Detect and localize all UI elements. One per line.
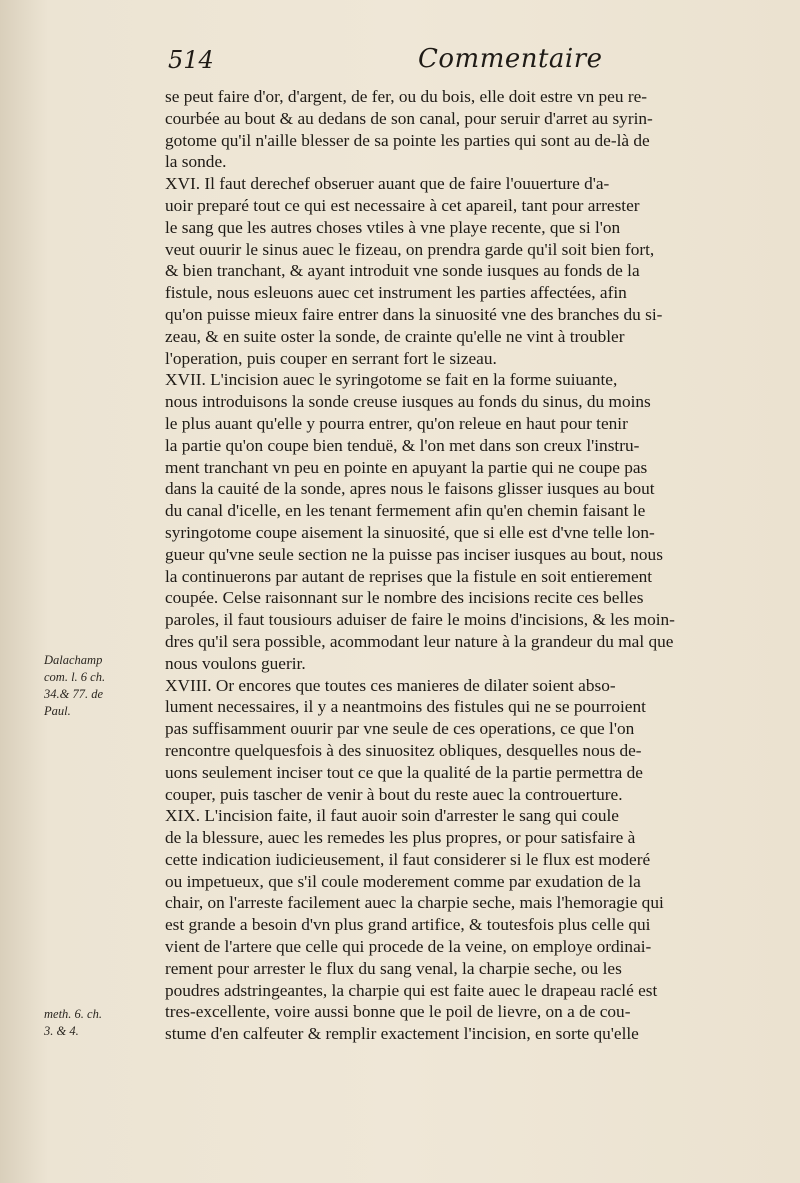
- margin-note-meth: [44, 1006, 102, 1040]
- text-line: fistule, nous esleuons auec cet instrument les parties affectées, afin: [165, 283, 627, 303]
- text-line: tres-excellente, voire aussi bonne que le poil de lievre, on a de cou-: [165, 1002, 631, 1022]
- text-line: XVII. L'incision auec le syringotome se fait en la forme suiuante,: [165, 370, 618, 390]
- text-line: qu'on puisse mieux faire entrer dans la sinuosité vne des branches du si-: [165, 304, 663, 324]
- text-line: XVIII. Or encores que toutes ces manieres de dilater soient abso-: [165, 675, 616, 695]
- text-line: nous introduisons la sonde creuse iusques au fonds du sinus, du moins: [165, 392, 651, 412]
- margin-note-line: 3. & 4.: [44, 1024, 79, 1038]
- page-number: 514: [168, 46, 214, 74]
- text-line: uoir preparé tout ce qui est necessaire à cet apareil, tant pour arrester: [165, 195, 640, 215]
- text-line: XVI. Il faut derechef obseruer auant que de faire l'ouuerture d'a-: [165, 174, 610, 194]
- text-line: gueur qu'vne seule section ne la puisse pas inciser iusques au bout, nous: [165, 544, 663, 564]
- text-line: dans la cauité de la sonde, apres nous le faisons glisser iusques au bout: [165, 479, 655, 499]
- text-line: dres qu'il sera possible, acommodant leur nature à la grandeur du mal que: [165, 631, 674, 651]
- text-line: ou impetueux, que s'il coule moderement comme par exudation de la: [165, 871, 641, 891]
- margin-note-line: 34.& 77. de: [44, 687, 104, 701]
- margin-note-dalachamp: [44, 652, 105, 720]
- margin-note-line: Paul.: [44, 704, 71, 718]
- text-line: uons seulement inciser tout ce que la qualité de la partie permettra de: [165, 762, 643, 782]
- text-line: rement pour arrester le flux du sang venal, la charpie seche, ou les: [165, 958, 622, 978]
- text-line: paroles, il faut tousiours aduiser de faire le moins d'incisions, & les moin-: [165, 610, 675, 630]
- text-line: coupée. Celse raisonnant sur le nombre des incisions recite ces belles: [165, 588, 644, 608]
- text-line: vient de l'artere que celle qui procede de la veine, on employe ordinai-: [165, 937, 652, 957]
- text-line: le plus auant qu'elle y pourra entrer, qu'on releue en haut pour tenir: [165, 413, 628, 433]
- text-line: l'operation, puis couper en serrant fort le sizeau.: [165, 348, 497, 368]
- margin-note-line: Dalachamp: [44, 653, 103, 667]
- text-line: pas suffisamment ouurir par vne seule de ces operations, ce que l'on: [165, 719, 635, 739]
- text-line: XIX. L'incision faite, il faut auoir soin d'arrester le sang qui coule: [165, 806, 619, 826]
- text-line: veut ouurir le sinus auec le fizeau, on prendra garde qu'il soit bien fort,: [165, 239, 655, 259]
- text-line: le sang que les autres choses vtiles à vne playe recente, que si l'on: [165, 217, 621, 237]
- text-line: syringotome coupe aisement la sinuosité, que si elle est d'vne telle lon-: [165, 522, 655, 542]
- text-line: chair, on l'arreste facilement auec la charpie seche, mais l'hemoragie qui: [165, 893, 664, 913]
- text-line: la partie qu'on coupe bien tenduë, & l'on met dans son creux l'instru-: [165, 435, 640, 455]
- text-line: rencontre quelquesfois à des sinuositez obliques, desquelles nous de-: [165, 740, 642, 760]
- text-line: zeau, & en suite oster la sonde, de crainte qu'elle ne vint à troubler: [165, 326, 625, 346]
- text-line: poudres adstringeantes, la charpie qui est faite auec le drapeau raclé est: [165, 980, 658, 1000]
- text-line: cette indication iudicieusement, il faut considerer si le flux est moderé: [165, 849, 651, 869]
- margin-note-line: meth. 6. ch.: [44, 1007, 102, 1021]
- text-line: stume d'en calfeuter & remplir exactement l'incision, en sorte qu'elle: [165, 1024, 639, 1044]
- text-line: de la blessure, auec les remedes les plus propres, or pour satisfaire à: [165, 828, 636, 848]
- text-line: la continuerons par autant de reprises que la fistule en soit entierement: [165, 566, 653, 586]
- text-line: & bien tranchant, & ayant introduit vne sonde iusques au fonds de la: [165, 261, 640, 281]
- text-line: la sonde.: [165, 152, 227, 172]
- text-line: courbée au bout & au dedans de son canal, pour seruir d'arret au syrin-: [165, 108, 653, 128]
- text-line: ment tranchant vn peu en pointe en apuyant la partie qui ne coupe pas: [165, 457, 648, 477]
- page-header: [160, 46, 760, 86]
- margin-note-line: com. l. 6 ch.: [44, 670, 106, 684]
- running-title: Commentaire: [418, 44, 603, 74]
- body-text: [165, 86, 785, 1045]
- text-line: du canal d'icelle, en les tenant fermement afin qu'en chemin faisant le: [165, 501, 646, 521]
- text-line: gotome qu'il n'aille blesser de sa pointe les parties qui sont au de-là de: [165, 130, 650, 150]
- text-line: lument necessaires, il y a neantmoins des fistules qui ne se pourroient: [165, 697, 646, 717]
- text-line: nous voulons guerir.: [165, 653, 306, 673]
- text-line: couper, puis tascher de venir à bout du reste auec la controuerture.: [165, 784, 623, 804]
- text-line: est grande a besoin d'vn plus grand artifice, & toutesfois plus celle qui: [165, 915, 651, 935]
- text-line: se peut faire d'or, d'argent, de fer, ou du bois, elle doit estre vn peu re-: [165, 87, 647, 106]
